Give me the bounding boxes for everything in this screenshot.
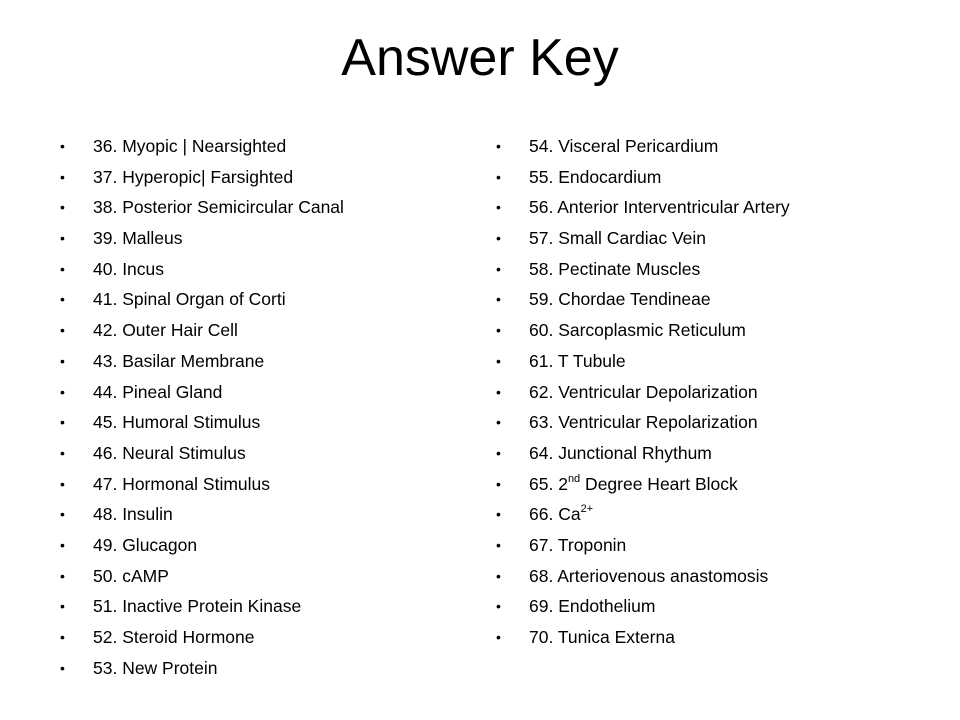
answer-text: 69. Endothelium bbox=[529, 596, 656, 617]
answer-superscript: nd bbox=[567, 472, 581, 485]
bullet-icon: • bbox=[496, 199, 501, 216]
bullet-icon: • bbox=[60, 506, 65, 523]
bullet-icon: • bbox=[496, 291, 501, 308]
answer-text: 67. Troponin bbox=[529, 534, 627, 555]
answer-item bbox=[496, 315, 936, 346]
answer-item bbox=[496, 377, 936, 408]
bullet-icon: • bbox=[60, 260, 65, 277]
answer-item bbox=[60, 192, 480, 223]
bullet-icon: • bbox=[496, 322, 501, 339]
bullet-icon: • bbox=[60, 536, 65, 553]
answer-item bbox=[60, 438, 480, 469]
bullet-icon: • bbox=[60, 629, 65, 645]
answer-item bbox=[496, 469, 936, 500]
answer-list-right bbox=[496, 131, 936, 653]
bullet-icon: • bbox=[60, 598, 65, 615]
answer-item bbox=[60, 622, 480, 653]
slide-title: Answer Key bbox=[341, 29, 619, 87]
answer-item bbox=[496, 131, 936, 162]
answer-text: 66. Ca bbox=[529, 504, 581, 525]
bullet-icon: • bbox=[60, 138, 65, 154]
bullet-icon: • bbox=[496, 506, 501, 523]
bullet-icon: • bbox=[496, 352, 501, 369]
answer-item bbox=[60, 591, 480, 622]
answer-item bbox=[60, 561, 480, 592]
bullet-icon: • bbox=[60, 322, 65, 339]
answer-text: 65. 2 bbox=[529, 473, 568, 494]
answer-item bbox=[496, 438, 936, 469]
answer-text: 55. Endocardium bbox=[529, 166, 662, 187]
answer-text: 63. Ventricular Repolarization bbox=[529, 412, 758, 433]
answer-item bbox=[496, 530, 936, 561]
answer-text: 44. Pineal Gland bbox=[93, 381, 223, 402]
answer-text: 38. Posterior Semicircular Canal bbox=[93, 197, 344, 218]
answer-item bbox=[60, 653, 480, 684]
answer-item bbox=[496, 622, 936, 653]
bullet-icon: • bbox=[60, 291, 65, 308]
bullet-icon: • bbox=[496, 598, 501, 615]
bullet-icon: • bbox=[496, 383, 501, 400]
answer-item bbox=[60, 284, 480, 315]
answer-text: 49. Glucagon bbox=[93, 534, 198, 555]
bullet-icon: • bbox=[496, 567, 501, 584]
answer-item bbox=[496, 192, 936, 223]
bullet-icon: • bbox=[496, 260, 501, 277]
bullet-icon: • bbox=[496, 230, 501, 247]
answer-text: 46. Neural Stimulus bbox=[93, 442, 246, 463]
answer-text: 54. Visceral Pericardium bbox=[529, 136, 719, 156]
answer-text: 56. Anterior Interventricular Artery bbox=[529, 197, 790, 218]
answer-item bbox=[496, 346, 936, 377]
answer-item bbox=[496, 162, 936, 193]
answer-item bbox=[496, 254, 936, 285]
bullet-icon: • bbox=[496, 475, 501, 492]
answer-item bbox=[60, 315, 480, 346]
answer-text: 68. Arteriovenous anastomosis bbox=[529, 565, 769, 586]
answer-text: 64. Junctional Rhythum bbox=[529, 442, 712, 463]
bullet-icon: • bbox=[60, 352, 65, 369]
answer-item bbox=[60, 530, 480, 561]
answer-list-left bbox=[60, 131, 480, 683]
answer-text: 53. New Protein bbox=[93, 657, 218, 678]
bullet-icon: • bbox=[60, 230, 65, 247]
bullet-icon: • bbox=[60, 168, 65, 185]
bullet-icon: • bbox=[496, 629, 501, 645]
answer-text: 39. Malleus bbox=[93, 228, 183, 249]
answer-text: 60. Sarcoplasmic Reticulum bbox=[529, 320, 746, 341]
answer-item bbox=[60, 346, 480, 377]
answer-text: 50. cAMP bbox=[93, 565, 169, 586]
bullet-icon: • bbox=[60, 383, 65, 400]
answer-text: 48. Insulin bbox=[93, 504, 173, 525]
answer-text: 51. Inactive Protein Kinase bbox=[93, 596, 302, 617]
bullet-icon: • bbox=[60, 659, 65, 676]
answer-item bbox=[60, 254, 480, 285]
answer-text: 58. Pectinate Muscles bbox=[529, 258, 701, 279]
answer-item bbox=[496, 591, 936, 622]
answer-text-suffix: Degree Heart Block bbox=[580, 473, 738, 494]
answer-text: 62. Ventricular Depolarization bbox=[529, 381, 758, 402]
bullet-icon: • bbox=[496, 138, 501, 154]
bullet-icon: • bbox=[60, 567, 65, 584]
answer-item bbox=[496, 499, 936, 530]
bullet-icon: • bbox=[496, 536, 501, 553]
answer-item bbox=[60, 223, 480, 254]
answer-item bbox=[496, 284, 936, 315]
answer-item bbox=[60, 377, 480, 408]
answer-item bbox=[60, 131, 480, 162]
answer-superscript: 2+ bbox=[580, 503, 594, 516]
answer-text: 52. Steroid Hormone bbox=[93, 627, 255, 647]
bullet-icon: • bbox=[60, 199, 65, 216]
answer-text: 61. T Tubule bbox=[529, 350, 626, 371]
answer-item bbox=[496, 223, 936, 254]
answer-item bbox=[496, 561, 936, 592]
bullet-icon: • bbox=[60, 414, 65, 431]
answer-text: 41. Spinal Organ of Corti bbox=[93, 289, 286, 310]
answer-text: 37. Hyperopic| Farsighted bbox=[93, 166, 294, 187]
answer-text: 36. Myopic | Nearsighted bbox=[93, 136, 287, 156]
answer-item bbox=[60, 407, 480, 438]
answer-item bbox=[60, 162, 480, 193]
bullet-icon: • bbox=[496, 168, 501, 185]
bullet-icon: • bbox=[60, 444, 65, 461]
answer-text: 70. Tunica Externa bbox=[529, 627, 675, 647]
answer-item bbox=[60, 499, 480, 530]
answer-item bbox=[496, 407, 936, 438]
bullet-icon: • bbox=[60, 475, 65, 492]
answer-text: 43. Basilar Membrane bbox=[93, 350, 265, 371]
answer-text: 57. Small Cardiac Vein bbox=[529, 228, 707, 249]
bullet-icon: • bbox=[496, 444, 501, 461]
answer-text: 40. Incus bbox=[93, 258, 165, 279]
bullet-icon: • bbox=[496, 414, 501, 431]
answer-text: 47. Hormonal Stimulus bbox=[93, 473, 271, 494]
answer-text: 42. Outer Hair Cell bbox=[93, 320, 238, 341]
answer-item bbox=[60, 469, 480, 500]
answer-text: 45. Humoral Stimulus bbox=[93, 412, 261, 433]
answer-text: 59. Chordae Tendineae bbox=[529, 289, 711, 310]
